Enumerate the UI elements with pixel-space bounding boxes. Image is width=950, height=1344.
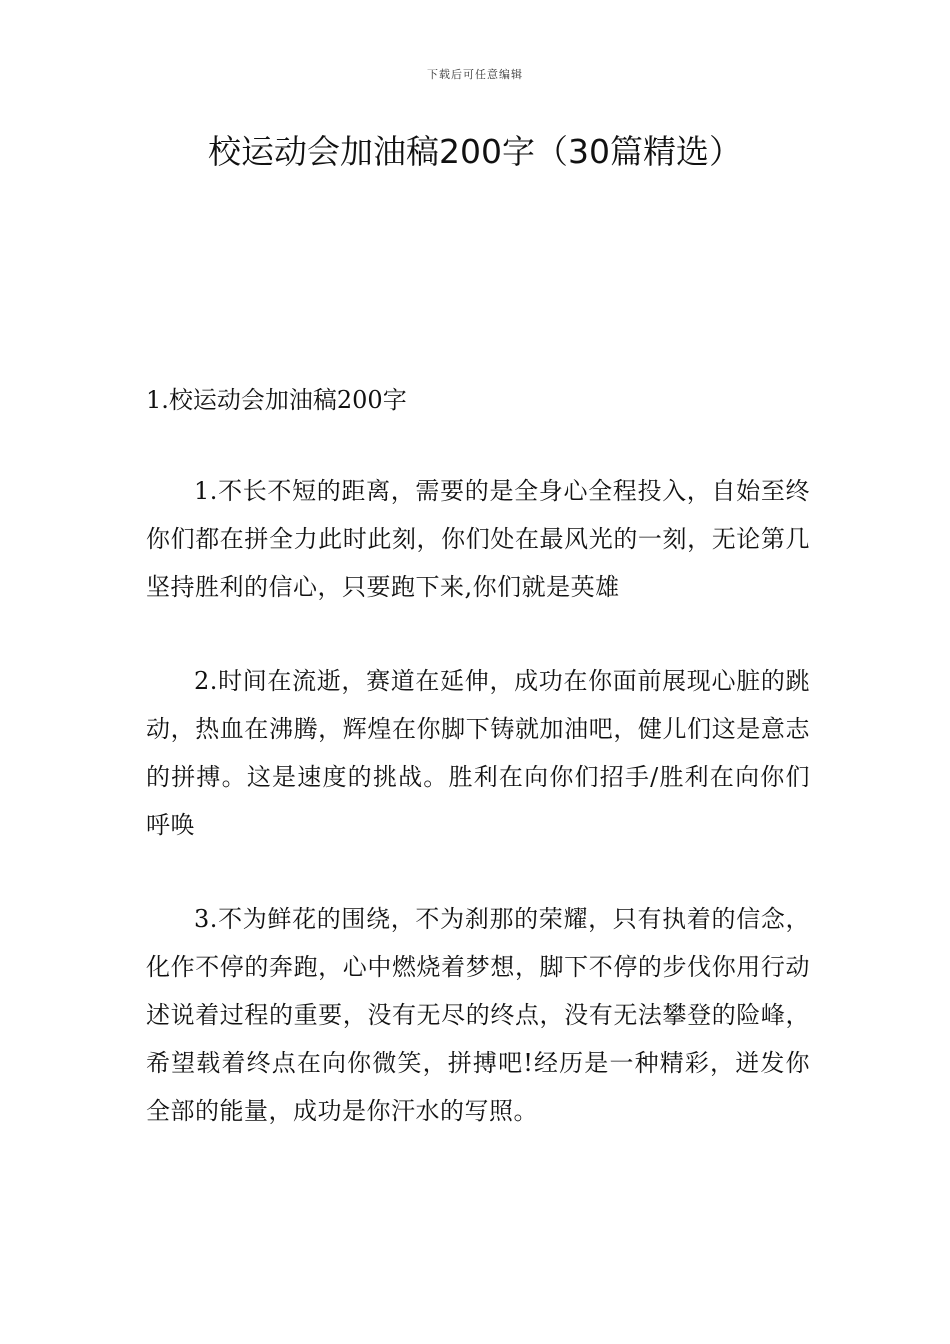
paragraph-1: 1.不长不短的距离，需要的是全身心全程投入，自始至终你们都在拼全力此时此刻，你们处在最风光的一刻，无论第几坚持胜利的信心，只要跑下来,你们就是英雄 bbox=[146, 477, 810, 601]
header-note: 下载后可任意编辑 bbox=[427, 68, 523, 81]
paragraph-2: 2.时间在流逝，赛道在延伸，成功在你面前展现心脏的跳动，热血在沸腾，辉煌在你脚下铸就加油吧，健儿们这是意志的拼搏。这是速度的挑战。胜利在向你们招手/胜利在向你们呼唤 bbox=[146, 667, 810, 839]
document-body bbox=[146, 378, 810, 1181]
document-title: 校运动会加油稿200字（30篇精选） bbox=[208, 132, 742, 171]
section-heading: 1.校运动会加油稿200字 bbox=[146, 386, 407, 414]
paragraph-3: 3.不为鲜花的围绕，不为刹那的荣耀，只有执着的信念，化作不停的奔跑，心中燃烧着梦想，脚下不停的步伐你用行动述说着过程的重要，没有无尽的终点，没有无法攀登的险峰，希望载着终点在向你微笑，拼搏吧!经历是一种精彩，迸发你全部的能量，成功是你汗水的写照。 bbox=[146, 905, 810, 1125]
